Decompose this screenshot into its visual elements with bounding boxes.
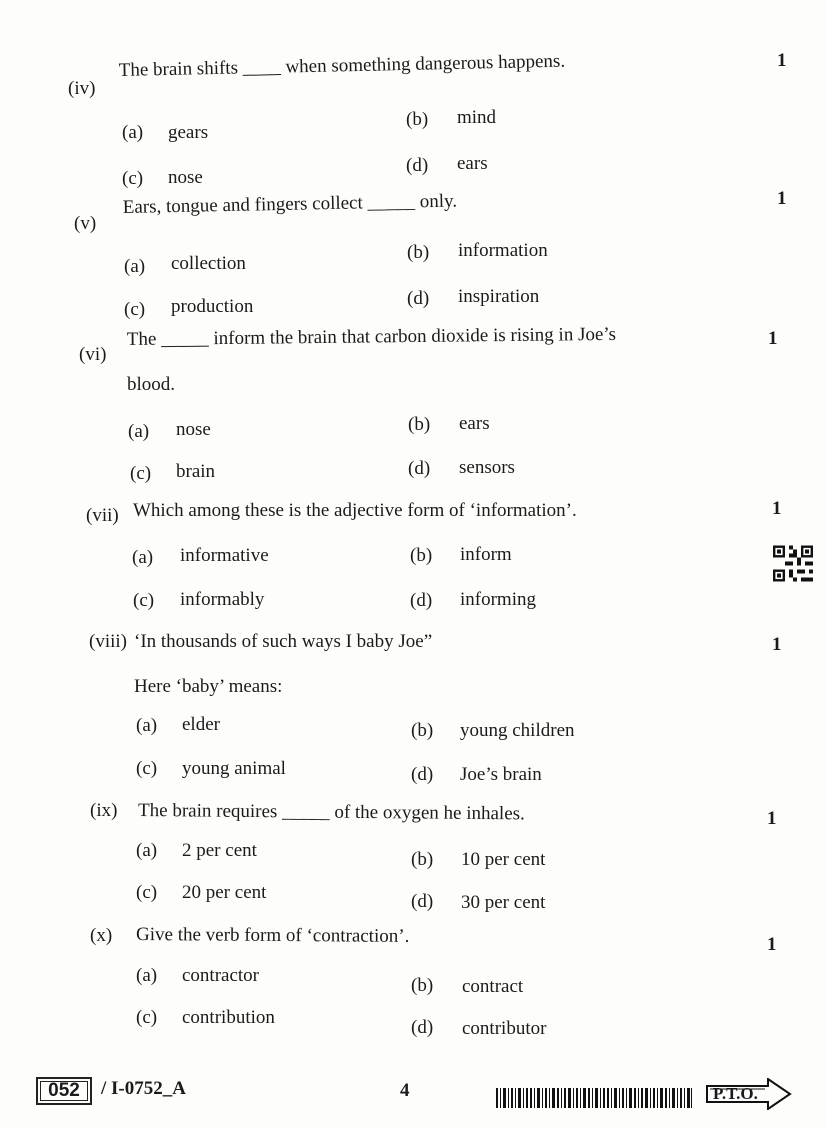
question-number: (viii) — [89, 631, 127, 652]
option-letter: (b) — [406, 109, 429, 130]
option-text: informing — [460, 589, 536, 610]
option-letter: (a) — [136, 840, 158, 861]
question-text: ‘In thousands of such ways I baby Joe” — [134, 631, 433, 652]
question-number: (vii) — [86, 505, 119, 526]
question-text: Which among these is the adjective form of ‘information’. — [133, 500, 577, 521]
option-text: young children — [460, 720, 575, 741]
option-text: contributor — [462, 1018, 547, 1039]
option-text: nose — [168, 167, 203, 188]
option-text: contract — [462, 976, 524, 997]
option-text: collection — [171, 253, 246, 274]
option-text: production — [171, 296, 254, 317]
option-letter: (b) — [408, 414, 431, 435]
option-text: 2 per cent — [182, 840, 257, 861]
option-text: young animal — [182, 758, 286, 779]
option-text: 20 per cent — [182, 882, 267, 903]
option-text: mind — [457, 107, 497, 128]
marks: 1 — [772, 498, 782, 519]
barcode-icon — [496, 1088, 692, 1108]
option-letter: (c) — [136, 1007, 158, 1028]
option-text: informative — [180, 545, 269, 566]
option-letter: (d) — [410, 590, 433, 611]
option-letter: (d) — [407, 288, 430, 309]
option-letter: (d) — [411, 891, 434, 912]
option-letter: (c) — [122, 168, 144, 189]
option-letter: (b) — [411, 720, 434, 741]
page-number: 4 — [400, 1080, 410, 1101]
marks: 1 — [768, 328, 778, 349]
option-letter: (c) — [133, 590, 155, 611]
marks: 1 — [767, 808, 777, 829]
option-letter: (a) — [122, 122, 144, 143]
qr-code-icon — [773, 545, 813, 582]
question-text-continued: Here ‘baby’ means: — [134, 676, 283, 697]
question-text: The _____ inform the brain that carbon dioxide is rising in Joe’s — [126, 323, 617, 351]
pto-label — [706, 1078, 792, 1110]
option-text: 30 per cent — [461, 892, 546, 913]
question-text: The brain requires _____ of the oxygen he inhales. — [138, 800, 525, 825]
option-text: brain — [176, 461, 216, 482]
option-text: 10 per cent — [461, 849, 546, 870]
option-letter: (a) — [128, 421, 150, 442]
option-letter: (c) — [136, 758, 158, 779]
option-text: Joe’s brain — [460, 764, 542, 785]
option-text: elder — [182, 714, 220, 735]
option-text: inspiration — [458, 286, 540, 307]
option-text: contractor — [182, 965, 260, 986]
option-letter: (c) — [136, 882, 158, 903]
option-text: sensors — [459, 457, 515, 478]
option-letter: (b) — [411, 849, 434, 870]
pto-text: P.T.O. — [713, 1084, 758, 1103]
paper-code: / I-0752_A — [101, 1078, 186, 1099]
marks: 1 — [777, 50, 787, 71]
marks: 1 — [777, 188, 787, 209]
option-letter: (d) — [406, 155, 429, 176]
option-letter: (d) — [408, 458, 431, 479]
question-text: Give the verb form of ‘contraction’. — [136, 924, 410, 947]
option-text: ears — [457, 153, 488, 174]
option-letter: (a) — [124, 256, 146, 277]
option-letter: (d) — [411, 764, 434, 785]
option-text: inform — [460, 544, 512, 565]
question-number: (v) — [74, 213, 97, 234]
marks: 1 — [767, 934, 777, 955]
option-letter: (a) — [136, 965, 158, 986]
option-letter: (d) — [411, 1017, 434, 1038]
question-text-continued: blood. — [127, 374, 176, 395]
question-text: Ears, tongue and fingers collect _____ only. — [122, 190, 458, 219]
option-text: contribution — [182, 1007, 275, 1028]
question-number: (ix) — [90, 800, 118, 821]
option-letter: (a) — [132, 547, 154, 568]
marks: 1 — [772, 634, 782, 655]
option-letter: (b) — [411, 975, 434, 996]
option-text: nose — [176, 419, 211, 440]
option-letter: (b) — [407, 242, 430, 263]
question-number: (x) — [90, 925, 113, 946]
option-text: gears — [168, 122, 209, 143]
option-text: information — [458, 240, 548, 261]
paper-code-box — [36, 1077, 92, 1105]
question-text: The brain shifts ____ when something dangerous happens. — [118, 50, 566, 82]
option-letter: (c) — [124, 299, 146, 320]
question-number: (iv) — [68, 78, 96, 99]
option-letter: (b) — [410, 545, 433, 566]
option-letter: (a) — [136, 715, 158, 736]
question-number: (vi) — [79, 344, 107, 365]
option-letter: (c) — [130, 463, 152, 484]
box-code: 052 — [48, 1080, 80, 1101]
option-text: ears — [459, 413, 490, 434]
option-text: informably — [180, 589, 265, 610]
